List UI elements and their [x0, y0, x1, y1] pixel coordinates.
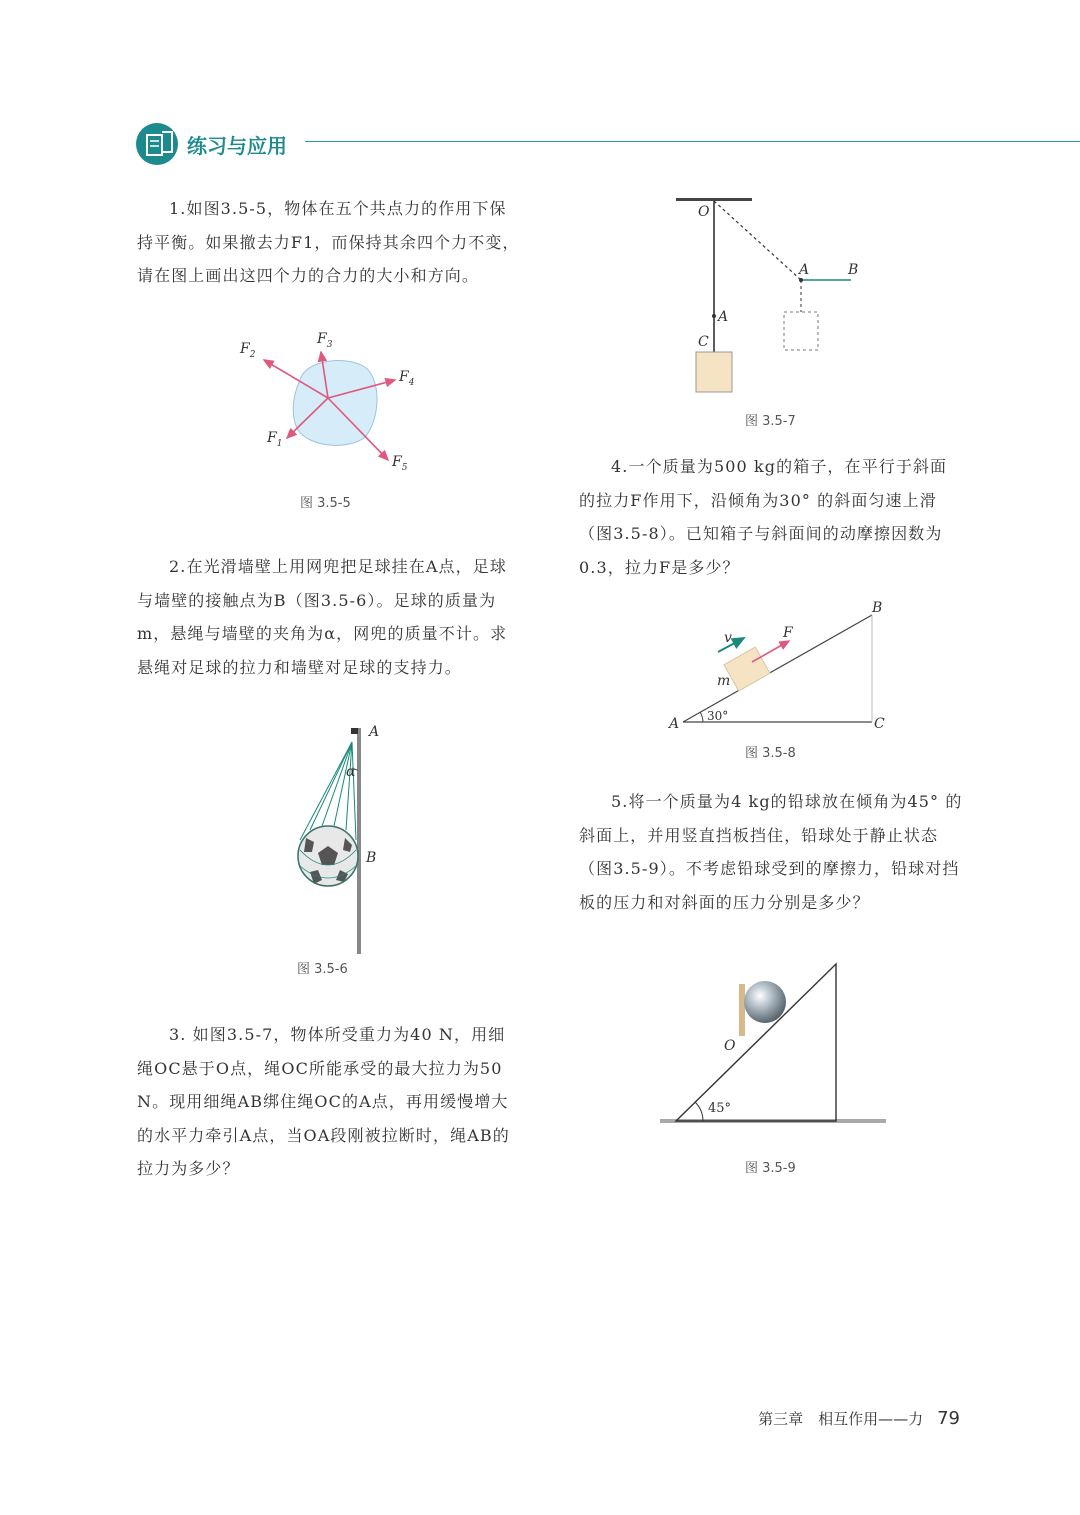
point-b-label: B [848, 262, 859, 278]
angle-arc [700, 712, 703, 722]
question-1-text: 1.如图3.5-5，物体在五个共点力的作用下保持平衡。如果撤去力F1，而保持其余四个力不变，请在图上画出这四个力的合力的大小和方向。 [137, 199, 520, 285]
figure-3-5-7-caption: 图 3.5-7 [745, 414, 796, 429]
page-footer [758, 1408, 960, 1429]
point-o-label: O [724, 1038, 736, 1054]
point-a-label: A [718, 309, 729, 325]
question-3-text: 3. 如图3.5-7，物体所受重力为40 N，用细绳OC悬于O点，绳OC所能承受的最大拉力为50 N。现用细绳AB绑住绳OC的A点，再用缓慢增大的水平力牵引A点，当OA段刚被拉断时，绳AB的拉力为多少？ [137, 1025, 510, 1178]
figure-3-5-5-caption: 图 3.5-5 [300, 496, 351, 511]
incline-ab [683, 615, 872, 722]
header-divider [305, 141, 1080, 142]
figure-3-5-9 [655, 955, 890, 1130]
f1-label: $F_1$ [267, 430, 283, 449]
question-5 [579, 785, 964, 919]
point-c-label: C [698, 334, 709, 350]
section-header [135, 120, 1080, 168]
exercise-book-icon [135, 120, 183, 168]
velocity-label: v [724, 630, 732, 646]
figure-3-5-9-caption: 图 3.5-9 [745, 1161, 796, 1176]
question-2 [137, 550, 522, 684]
wall [357, 728, 361, 954]
point-o-label: O [698, 204, 710, 220]
point-b-label: B [366, 850, 377, 866]
question-1 [137, 192, 522, 293]
point-a-label: A [669, 716, 680, 732]
force-f-label: F [783, 625, 793, 641]
question-4-text: 4.一个质量为500 kg的箱子，在平行于斜面的拉力F作用下，沿倾角为30° 的斜面匀速上滑（图3.5-8）。已知箱子与斜面间的动摩擦因数为0.3，拉力F是多少？ [579, 457, 948, 577]
point-c-label: C [874, 716, 885, 732]
figure-3-5-8 [665, 600, 890, 735]
alpha-label: α [346, 764, 356, 780]
f2-label: $F_2$ [240, 341, 256, 360]
point-b-label: B [872, 600, 883, 616]
point-a2-label: A [799, 262, 810, 278]
f3-label: $F_3$ [317, 331, 333, 350]
figure-3-5-6 [290, 720, 390, 960]
angle-label: 45° [708, 1101, 732, 1116]
ceiling [676, 198, 752, 201]
f4-label: $F_4$ [399, 369, 415, 388]
hook [351, 728, 358, 734]
figure-3-5-8-caption: 图 3.5-8 [745, 746, 796, 761]
f5-label: $F_5$ [392, 454, 408, 473]
question-5-text: 5.将一个质量为4 kg的铅球放在倾角为45° 的斜面上，并用竖直挡板挡住，铅球处于静止状态（图3.5-9）。不考虑铅球受到的摩擦力，铅球对挡板的压力和对斜面的压力分别是多少？ [579, 792, 963, 912]
lead-ball [744, 981, 786, 1023]
question-4 [579, 450, 964, 584]
box-c [696, 352, 732, 392]
figure-3-5-7 [675, 195, 875, 400]
box-displaced [784, 312, 818, 350]
page-number: 79 [937, 1408, 960, 1429]
mass-label: m [717, 673, 731, 689]
rope-oa-displaced [714, 201, 801, 280]
board [739, 984, 745, 1036]
object-blob [293, 361, 377, 446]
box-m [724, 647, 770, 691]
chapter-label: 第三章 相互作用——力 [758, 1410, 924, 1428]
angle-arc [695, 1102, 703, 1121]
section-title: 练习与应用 [187, 134, 287, 158]
question-2-text: 2.在光滑墙壁上用网兜把足球挂在A点，足球与墙壁的接触点为B（图3.5-6）。足球的质量为m，悬绳与墙壁的夹角为α，网兜的质量不计。求悬绳对足球的拉力和墙壁对足球的支持力。 [137, 557, 508, 677]
question-3 [137, 1018, 522, 1186]
point-a-label: A [369, 724, 380, 740]
angle-label: 30° [707, 709, 729, 723]
figure-3-5-5 [235, 325, 425, 480]
figure-3-5-6-caption: 图 3.5-6 [297, 962, 348, 977]
